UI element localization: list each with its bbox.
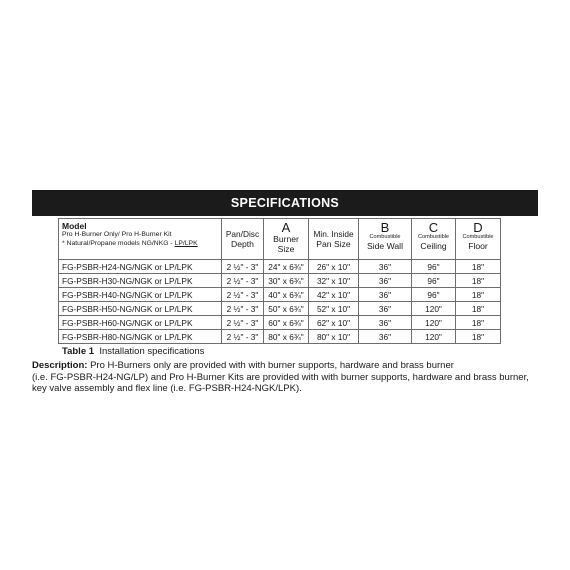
cell-ceiling: 96"	[412, 288, 456, 302]
cell-min-pan: 26" x 10"	[309, 260, 359, 274]
table-header-row	[59, 219, 501, 260]
header-ceiling-small: Combustible	[417, 234, 450, 240]
cell-min-pan: 32" x 10"	[309, 274, 359, 288]
cell-min-pan: 52" x 10"	[309, 302, 359, 316]
cell-burner: 80" x 6¾"	[264, 330, 309, 344]
header-burner-line2: Size	[277, 244, 295, 254]
cell-pan: 2 ½" - 3"	[222, 302, 264, 316]
cell-pan: 2 ½" - 3"	[222, 288, 264, 302]
cell-ceiling: 120"	[412, 330, 456, 344]
specifications-banner	[32, 190, 538, 216]
header-pan-depth	[222, 219, 264, 260]
cell-pan: 2 ½" - 3"	[222, 316, 264, 330]
cell-burner: 50" x 6¾"	[264, 302, 309, 316]
cell-pan: 2 ½" - 3"	[222, 330, 264, 344]
cell-side-wall: 36"	[359, 330, 412, 344]
header-floor-letter: D	[473, 220, 483, 235]
header-ceiling-label: Ceiling	[420, 241, 447, 251]
description-line-3: key valve assembly and flex line (i.e. FG-PSBR-H24-NGK/LPK).	[32, 383, 302, 394]
cell-ceiling: 120"	[412, 302, 456, 316]
header-floor-small: Combustible	[462, 234, 494, 240]
description-label: Description:	[32, 360, 88, 371]
cell-floor: 18"	[456, 330, 501, 344]
table-row	[59, 302, 501, 316]
cell-ceiling: 96"	[412, 274, 456, 288]
header-burner-letter: A	[281, 220, 291, 235]
cell-ceiling: 96"	[412, 260, 456, 274]
caption-label: Table 1	[62, 346, 95, 357]
cell-side-wall: 36"	[359, 260, 412, 274]
header-burner-line1: Burner	[273, 234, 299, 244]
header-side-letter: B	[380, 220, 390, 235]
description-block	[32, 360, 542, 395]
header-model-sub2-underline: LP/LPK	[174, 239, 198, 247]
cell-min-pan: 62" x 10"	[309, 316, 359, 330]
cell-floor: 18"	[456, 316, 501, 330]
header-side-wall	[359, 219, 412, 260]
cell-floor: 18"	[456, 288, 501, 302]
table-row	[59, 316, 501, 330]
header-min-pan	[309, 219, 359, 260]
caption-text: Installation specifications	[99, 346, 205, 357]
header-side-small: Combustible	[369, 234, 401, 240]
table-row	[59, 288, 501, 302]
cell-model: FG-PSBR-H50-NG/NGK or LP/LPK	[59, 302, 222, 316]
cell-side-wall: 36"	[359, 302, 412, 316]
cell-floor: 18"	[456, 302, 501, 316]
cell-model: FG-PSBR-H60-NG/NGK or LP/LPK	[59, 316, 222, 330]
header-model-sub1: Pro H-Burner Only/ Pro H-Burner Kit	[62, 231, 172, 238]
header-side-label: Side Wall	[367, 241, 403, 251]
cell-side-wall: 36"	[359, 288, 412, 302]
banner-title: SPECIFICATIONS	[230, 196, 340, 210]
cell-floor: 18"	[456, 260, 501, 274]
cell-burner: 30" x 6¾"	[264, 274, 309, 288]
header-min-line2: Pan Size	[316, 239, 351, 249]
cell-burner: 24" x 6¾"	[264, 260, 309, 274]
cell-side-wall: 36"	[359, 274, 412, 288]
header-model-title: Model	[62, 221, 87, 231]
cell-model: FG-PSBR-H30-NG/NGK or LP/LPK	[59, 274, 222, 288]
cell-burner: 60" x 6¾"	[264, 316, 309, 330]
header-model-sub2	[62, 240, 221, 249]
header-burner-size	[264, 219, 309, 260]
cell-min-pan: 42" x 10"	[309, 288, 359, 302]
header-pan-line1: Pan/Disc	[225, 229, 260, 239]
table-row	[59, 330, 501, 344]
cell-side-wall: 36"	[359, 316, 412, 330]
header-min-line1: Min. Inside	[313, 229, 354, 239]
cell-model: FG-PSBR-H24-NG/NGK or LP/LPK	[59, 260, 222, 274]
table-row	[59, 260, 501, 274]
description-line1-text: Pro H-Burners only are provided with with burner supports, hardware and brass burner	[90, 360, 454, 371]
cell-burner: 40" x 6¾"	[264, 288, 309, 302]
header-model	[59, 219, 222, 260]
cell-min-pan: 80" x 10"	[309, 330, 359, 344]
header-ceiling-letter: C	[428, 220, 439, 235]
table-caption	[62, 346, 204, 357]
cell-model: FG-PSBR-H80-NG/NGK or LP/LPK	[59, 330, 222, 344]
description-line-2: (i.e. FG-PSBR-H24-NG/LP) and Pro H-Burner Kits are provided with with burner supports, hardware and brass burner,	[32, 371, 529, 383]
cell-floor: 18"	[456, 274, 501, 288]
cell-pan: 2 ½" - 3"	[222, 274, 264, 288]
cell-pan: 2 ½" - 3"	[222, 260, 264, 274]
cell-model: FG-PSBR-H40-NG/NGK or LP/LPK	[59, 288, 222, 302]
header-model-sub2-text: * Natural/Propane models NG/NKG -	[62, 239, 175, 247]
description-line-1	[32, 360, 542, 372]
specifications-table	[58, 218, 501, 344]
cell-ceiling: 120"	[412, 316, 456, 330]
table-row	[59, 274, 501, 288]
header-pan-line2: Depth	[231, 239, 254, 249]
header-ceiling	[412, 219, 456, 260]
header-floor	[456, 219, 501, 260]
header-floor-label: Floor	[468, 241, 488, 251]
